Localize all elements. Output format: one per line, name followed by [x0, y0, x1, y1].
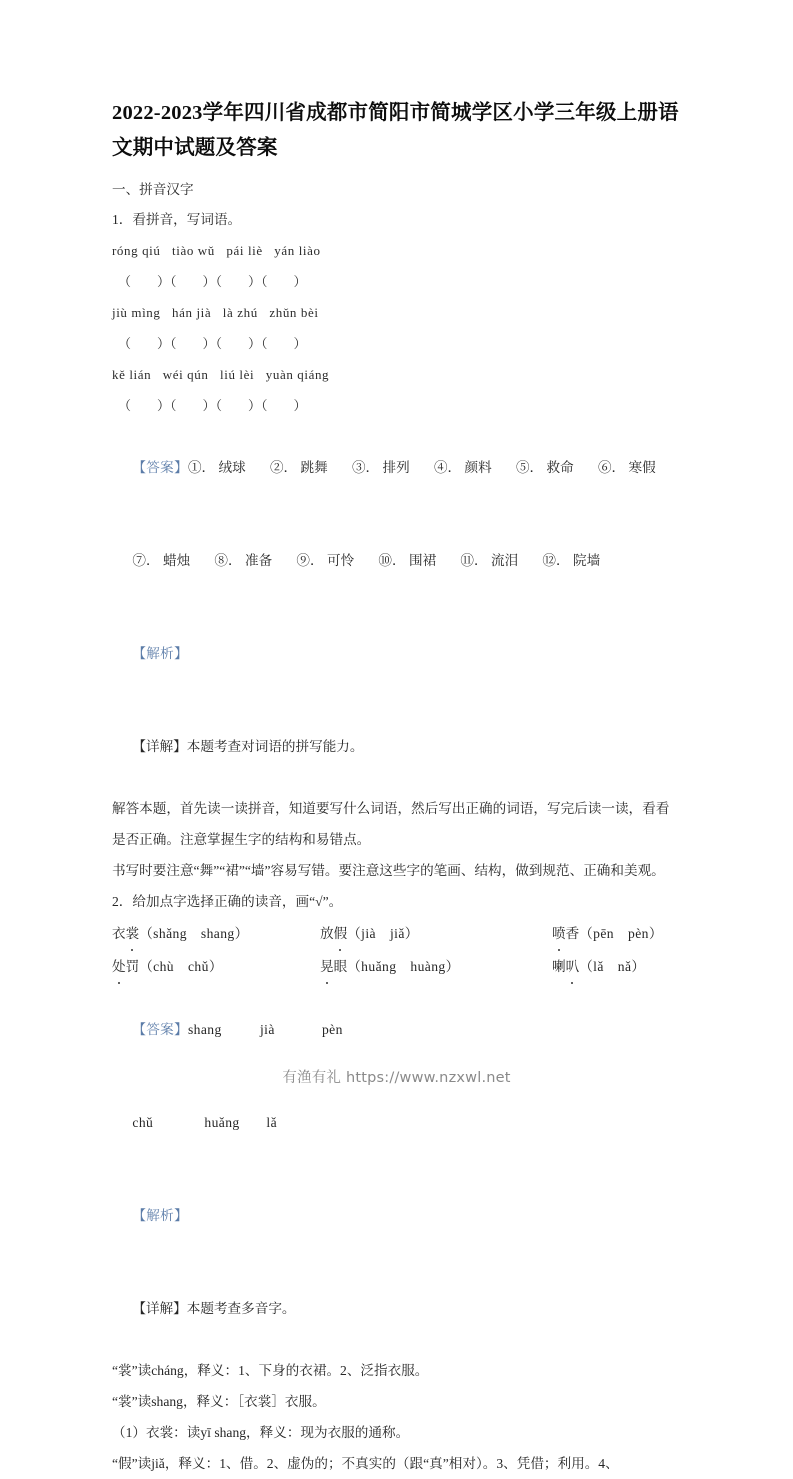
answer-item: ⑦． 蜡烛	[132, 553, 191, 568]
q2-analysis-tag-line	[112, 1169, 682, 1262]
choice-pinyin-options[interactable]: （chù chǔ）	[139, 959, 223, 974]
answer-item: ⑤． 救命	[515, 460, 574, 475]
dotted-character: 晃	[320, 950, 334, 983]
answer-item: ③． 排列	[351, 460, 410, 475]
dotted-character: 叭	[566, 950, 580, 983]
choice-pinyin-options[interactable]: （lǎ nǎ）	[579, 959, 646, 974]
q2-answer-line-1	[112, 983, 682, 1076]
pinyin-answer: pèn	[321, 1022, 343, 1037]
choice-item	[320, 950, 552, 983]
answer-tag: 【答案】	[132, 460, 188, 475]
analysis-tag: 【解析】	[132, 646, 188, 661]
answer-item: ⑩． 围裙	[378, 553, 437, 568]
pinyin-answer: huǎng	[204, 1115, 240, 1130]
pinyin-answer: shang	[187, 1022, 222, 1037]
section-heading: 一、拼音汉字	[112, 182, 194, 197]
q2-detail-line	[112, 1262, 682, 1355]
footer-watermark	[0, 1066, 793, 1087]
q1-explain-paragraph-1: 解答本题，首先读一读拼音，知道要写什么词语，然后写出正确的词语，写完后读一读，看看是否正确。注意掌握生字的结构和易错点。	[112, 801, 670, 847]
q2-answers-row-1	[188, 1022, 384, 1037]
choice-word-part: 放	[320, 926, 334, 941]
choice-item	[112, 950, 320, 983]
q1-detail-line	[112, 700, 682, 793]
choice-pinyin-options[interactable]: （huǎng huàng）	[347, 959, 460, 974]
pinyin-answer: jià	[259, 1022, 275, 1037]
q1-blank-row-2: （ ）（ ）（ ）（ ）	[118, 336, 307, 351]
q1-pinyin-row-2: jiù mìng hán jià là zhú zhǔn bèi	[112, 305, 319, 320]
q1-answer-line-1	[112, 421, 682, 514]
answer-item: ⑫． 院墙	[542, 553, 601, 568]
question-1-prompt: 1．看拼音，写词语。	[112, 212, 242, 227]
q1-answers-row-1	[188, 460, 680, 475]
answer-item: ①． 绒球	[187, 460, 246, 475]
choice-word-part: 衣	[112, 926, 126, 941]
answer-item: ⑪． 流泪	[460, 553, 519, 568]
answer-tag: 【答案】	[132, 1022, 188, 1037]
q2-answer-line-2	[112, 1076, 682, 1169]
q2-explain-line-4: “假”读jiǎ，释义：1、借。2、虚伪的；不真实的（跟“真”相对）。3、凭借；利用。4、	[112, 1456, 619, 1471]
q1-answer-line-2	[112, 514, 682, 607]
q2-choices-row-1	[112, 917, 682, 950]
dotted-character: 裳	[126, 917, 140, 950]
choice-item	[552, 917, 712, 950]
choice-item	[320, 917, 552, 950]
q1-pinyin-row-3: kě lián wéi qún liú lèi yuàn qiáng	[112, 367, 330, 382]
answer-item: ⑧． 准备	[214, 553, 273, 568]
q2-explain-line-2: “裳”读shang，释义：［衣裳］衣服。	[112, 1394, 326, 1409]
detail-tag: 【详解】	[132, 739, 187, 754]
watermark-url: https://www.nzxwl.net	[345, 1070, 511, 1086]
q2-answers-row-2	[132, 1115, 328, 1130]
detail-tag: 【详解】	[132, 1301, 187, 1316]
q1-pinyin-row-1: róng qiú tiào wǔ pái liè yán liào	[112, 243, 321, 258]
choice-word-part: 罚	[125, 959, 140, 974]
answer-item: ⑨． 可怜	[296, 553, 355, 568]
q1-blank-row-3: （ ）（ ）（ ）（ ）	[118, 398, 307, 413]
q2-explain-line-1: “裳”读cháng，释义：1、下身的衣裙。2、泛指衣服。	[112, 1363, 429, 1378]
page-title: 2022-2023学年四川省成都市简阳市简城学区小学三年级上册语文期中试题及答案	[112, 102, 679, 159]
choice-pinyin-options[interactable]: （jià jiǎ）	[347, 926, 419, 941]
watermark-brand: 有渔有礼	[282, 1070, 342, 1086]
dotted-character: 处	[112, 950, 126, 983]
choice-word-part: 眼	[333, 959, 348, 974]
choice-item	[112, 917, 320, 950]
dotted-character: 假	[334, 917, 348, 950]
q1-blank-row-1: （ ）（ ）（ ）（ ）	[118, 274, 307, 289]
q2-choices-row-2	[112, 950, 682, 983]
choice-item	[552, 950, 712, 983]
choice-word-part: 香	[565, 926, 580, 941]
choice-word-part: 喇	[552, 959, 566, 974]
question-2-prompt: 2．给加点字选择正确的读音，画“√”。	[112, 894, 343, 909]
choice-pinyin-options[interactable]: （pēn pèn）	[579, 926, 663, 941]
answer-item: ④． 颜料	[433, 460, 492, 475]
document-content	[112, 96, 682, 1479]
answer-item: ②． 跳舞	[269, 460, 328, 475]
choice-pinyin-options[interactable]: （shǎng shang）	[139, 926, 249, 941]
q1-analysis-tag-line	[112, 607, 682, 700]
analysis-tag: 【解析】	[132, 1208, 188, 1223]
q1-explain-paragraph-2: 书写时要注意“舞”“裙”“墙”容易写错。要注意这些字的笔画、结构，做到规范、正确和美观。	[112, 863, 665, 878]
pinyin-answer: lǎ	[266, 1115, 278, 1130]
q2-detail-text: 本题考查多音字。	[186, 1301, 296, 1316]
answer-item: ⑥． 寒假	[597, 460, 656, 475]
pinyin-answer: chǔ	[132, 1115, 154, 1130]
dotted-character: 喷	[552, 917, 566, 950]
q1-answers-row-2	[132, 553, 624, 568]
q2-explain-line-3: （1）衣裳：读yī shang，释义：现为衣服的通称。	[112, 1425, 410, 1440]
q1-detail-text: 本题考查对词语的拼写能力。	[186, 739, 364, 754]
